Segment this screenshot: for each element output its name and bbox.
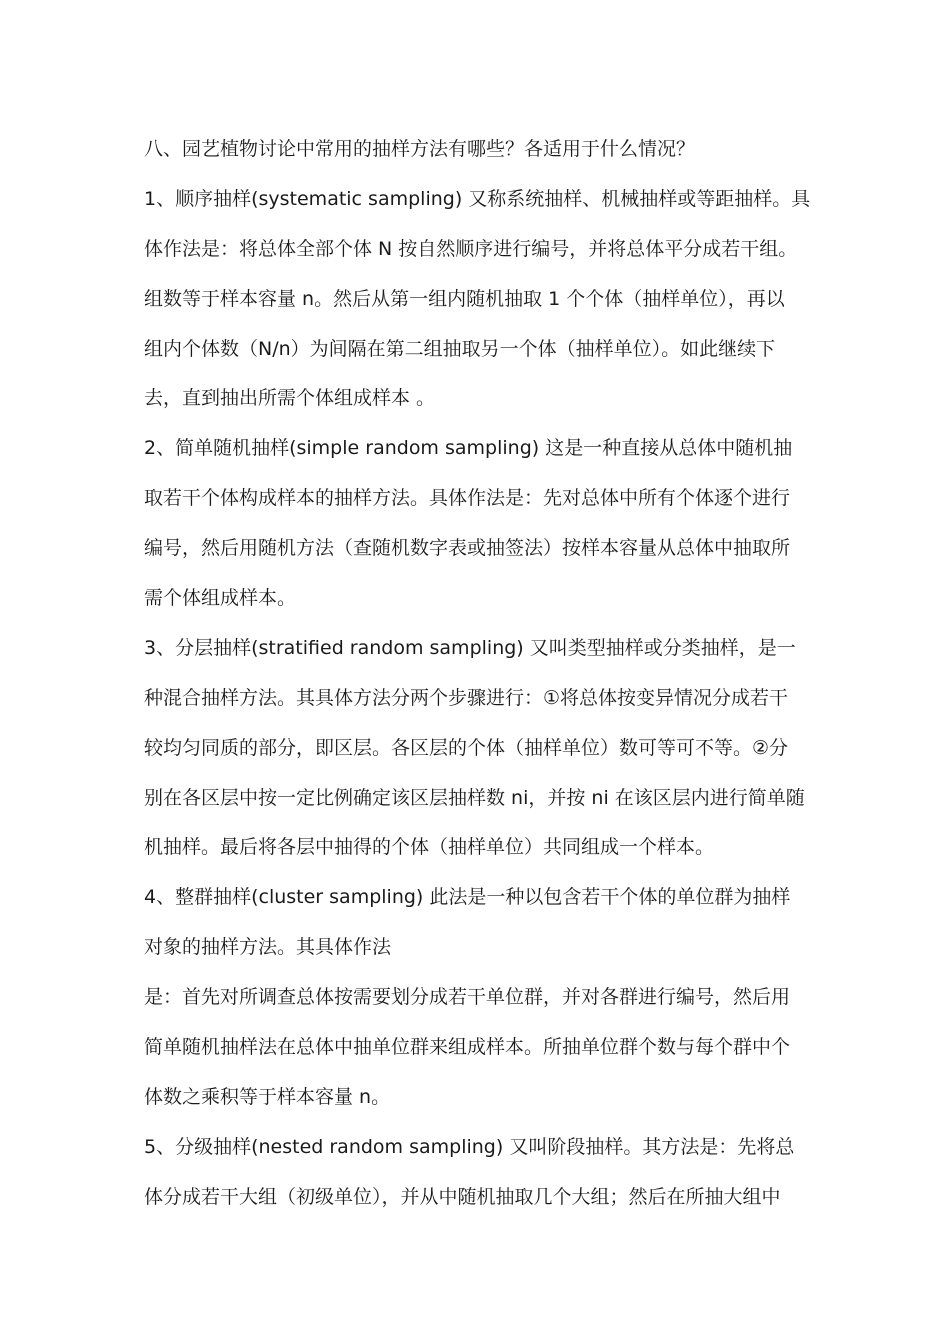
text-line: 对象的抽样方法。其具体作法 — [144, 936, 392, 959]
text-line: 编号，然后用随机方法（查随机数字表或抽签法）按样本容量从总体中抽取所 — [144, 537, 791, 560]
text-line: 是：首先对所调查总体按需要划分成若干单位群，并对各群进行编号，然后用 — [144, 986, 791, 1009]
text-line: 需个体组成样本。 — [144, 587, 297, 610]
text-line: 5、分级抽样(nested random sampling) 又叫阶段抽样。其方法是：先将总 — [144, 1135, 795, 1158]
document-body — [144, 125, 812, 1223]
text-line: 别在各区层中按一定比例确定该区层抽样数 ni，并按 ni 在该区层内进行简单随 — [144, 786, 805, 809]
text-line: 体作法是：将总体全部个体 N 按自然顺序进行编号，并将总体平分成若干组。 — [144, 237, 798, 260]
text-line: 2、简单随机抽样(simple random sampling) 这是一种直接从总体中随机抽 — [144, 437, 793, 460]
text-line: 体分成若干大组（初级单位），并从中随机抽取几个大组；然后在所抽大组中 — [144, 1185, 781, 1208]
text-line: 体数之乘积等于样本容量 n。 — [144, 1085, 391, 1108]
text-line: 1、顺序抽样(systematic sampling) 又称系统抽样、机械抽样或等距抽样。具 — [144, 187, 811, 210]
heading-question: 八、园艺植物讨论中常用的抽样方法有哪些？各适用于什么情况？ — [144, 138, 696, 160]
text-line: 4、整群抽样(cluster sampling) 此法是一种以包含若干个体的单位群为抽样 — [144, 886, 791, 909]
text-line: 较均匀同质的部分，即区层。各区层的个体（抽样单位）数可等可不等。②分 — [144, 736, 789, 759]
text-line: 取若干个体构成样本的抽样方法。具体作法是：先对总体中所有个体逐个进行 — [144, 487, 791, 510]
text-line: 种混合抽样方法。其具体方法分两个步骤进行：①将总体按变异情况分成若干 — [144, 686, 789, 709]
text-line: 机抽样。最后将各层中抽得的个体（抽样单位）共同组成一个样本。 — [144, 836, 715, 859]
text-line: 组内个体数（N/n）为间隔在第二组抽取另一个体（抽样单位）。如此继续下 — [144, 337, 776, 360]
text-line: 组数等于样本容量 n。然后从第一组内随机抽取 1 个个体（抽样单位），再以 — [144, 287, 785, 310]
text-line: 3、分层抽样(stratified random sampling) 又叫类型抽样或分类抽样，是一 — [144, 636, 796, 659]
text-line: 简单随机抽样法在总体中抽单位群来组成样本。所抽单位群个数与每个群中个 — [144, 1036, 791, 1059]
text-line: 去，直到抽出所需个体组成样本 。 — [144, 387, 436, 410]
